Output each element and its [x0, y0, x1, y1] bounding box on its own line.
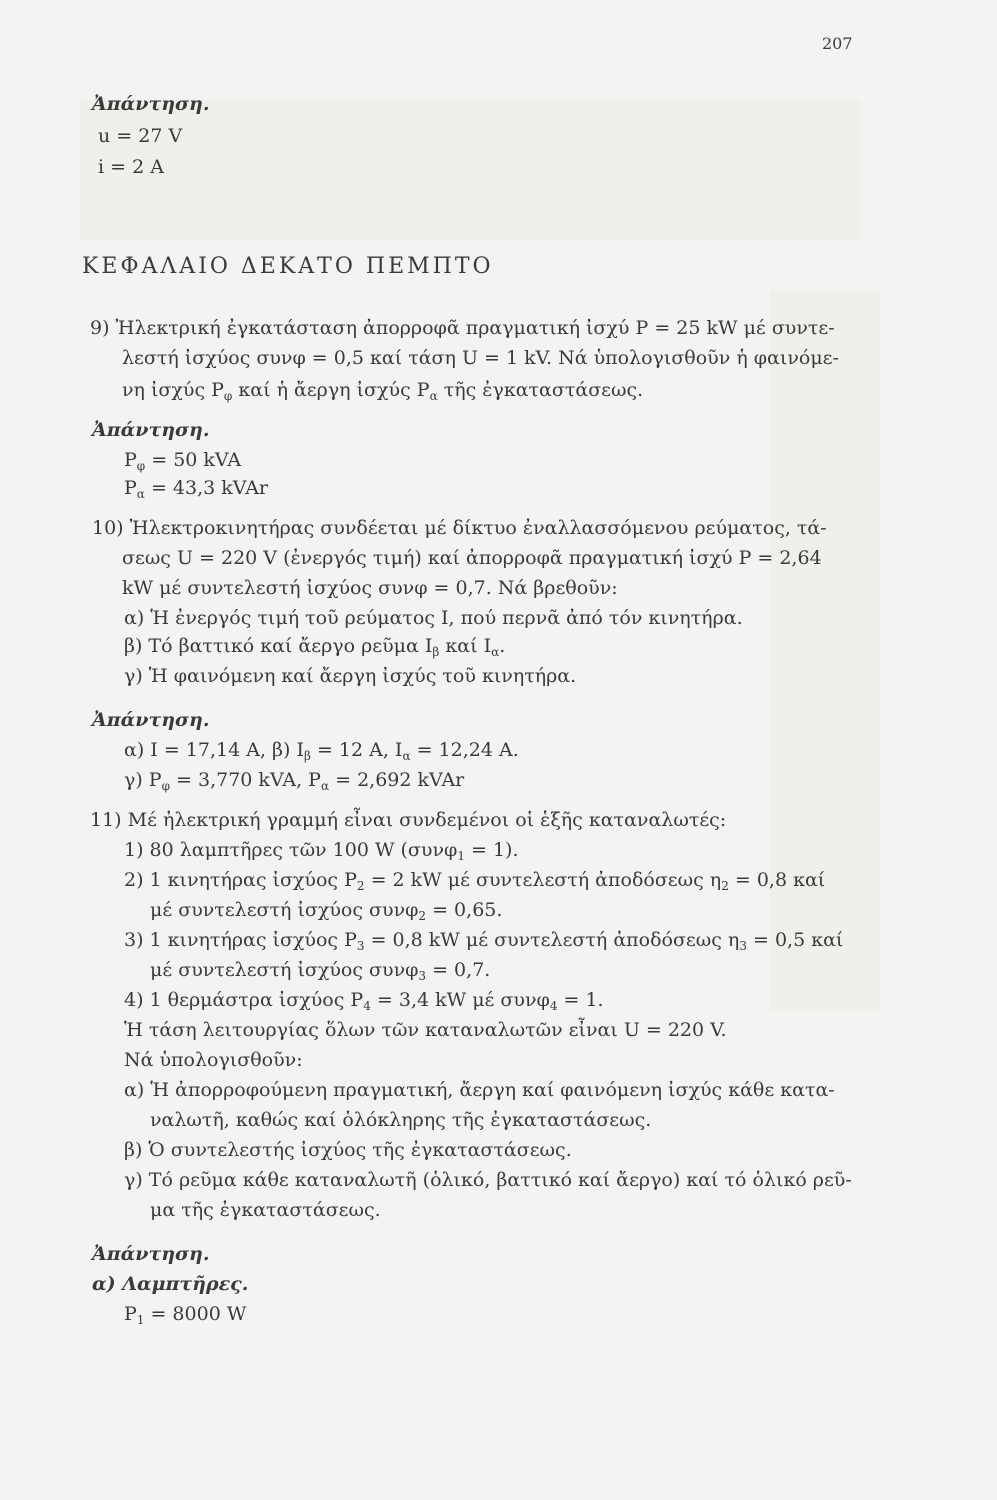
exercise-11-text: Ἡ τάση λειτουργίας ὅλων τῶν καταναλωτῶν εἶναι U = 220 V. — [124, 1019, 727, 1041]
list-item: 1) 80 λαμπτῆρες τῶν 100 W (συνφ$_1$ = 1). — [124, 839, 519, 863]
bleed-through-top-right — [80, 100, 860, 240]
exercise-10-text: 10) Ἠλεκτροκινητήρας συνδέεται μέ δίκτυο ἐναλλασσόμενου ρεύματος, τά- — [92, 517, 827, 539]
list-item: 3) 1 κινητήρας ἰσχύος $P_3 = 0,8$ kW μέ συντελεστή ἀποδόσεως $\eta_3 = 0,5$ καί — [124, 929, 844, 953]
answer-line: $P_\alpha = 43,3$ kVAr — [124, 477, 268, 501]
answer-heading: Ἀπάντηση. — [92, 93, 210, 115]
question-item: γ) Τό ρεῦμα κάθε καταναλωτῆ (ὁλικό, βαττικό καί ἄεργο) καί τό ὁλικό ρεῦ- — [124, 1169, 852, 1191]
page-number: 207 — [822, 34, 853, 53]
answer-line: u = 27 V — [98, 125, 183, 147]
chapter-title: ΚΕΦΑΛΑΙΟ ΔΕΚΑΤΟ ΠΕΜΠΤΟ — [82, 254, 494, 279]
answer-heading: Ἀπάντηση. — [92, 1243, 210, 1265]
question-item-continuation: μα τῆς ἐγκαταστάσεως. — [150, 1199, 381, 1221]
question-item: α) Ἡ ἐνεργός τιμή τοῦ ρεύματος I, πού περνᾶ ἀπό τόν κινητήρα. — [124, 607, 743, 629]
question-item: γ) Ἡ φαινόμενη καί ἄεργη ἰσχύς τοῦ κινητήρα. — [124, 665, 577, 687]
list-item-continuation: μέ συντελεστή ἰσχύος συνφ$_2$ = 0,65. — [150, 899, 503, 923]
list-item: 4) 1 θερμάστρα ἰσχύος $P_4 = 3,4$ kW μέ συνφ$_4$ = 1. — [124, 989, 604, 1013]
exercise-11-text: Νά ὑπολογισθοῦν: — [124, 1049, 303, 1071]
exercise-11-text: 11) Μέ ἠλεκτρική γραμμή εἶναι συνδεμένοι οἱ ἑξῆς καταναλωτές: — [90, 809, 727, 831]
question-item-continuation: ναλωτῆ, καθώς καί ὁλόκληρης τῆς ἐγκαταστάσεως. — [150, 1109, 652, 1131]
answer-line: $P_\varphi = 50$ kVA — [124, 449, 242, 473]
exercise-9-text: 9) Ἠλεκτρική ἐγκατάσταση ἀπορροφᾶ πραγματική ἰσχύ P = 25 kW μέ συντε- — [90, 317, 835, 339]
bleed-through-right — [770, 290, 880, 1010]
answer-line: γ) $P_\varphi = 3,770$ kVA, $P_\alpha = 2,692$ kVAr — [124, 769, 465, 793]
answer-line: $P_1 = 8000$ W — [124, 1303, 247, 1327]
list-item-continuation: μέ συντελεστή ἰσχύος συνφ$_3$ = 0,7. — [150, 959, 491, 983]
answer-subheading: α) Λαμπτῆρες. — [92, 1273, 249, 1295]
answer-heading: Ἀπάντηση. — [92, 419, 210, 441]
answer-line: α) I = 17,14 A, β) $I_\beta = 12$ A, $I_\alpha = 12,24$ A. — [124, 739, 519, 763]
question-item: β) Ὁ συντελεστής ἰσχύος τῆς ἐγκαταστάσεως. — [124, 1139, 572, 1161]
list-item: 2) 1 κινητήρας ἰσχύος $P_2 = 2$ kW μέ συντελεστή ἀποδόσεως $\eta_2 = 0,8$ καί — [124, 869, 826, 893]
question-item: β) Τό βαττικό καί ἄεργο ρεῦμα $I_\beta$ καί $I_\alpha$. — [124, 635, 506, 659]
exercise-10-text: σεως U = 220 V (ἐνεργός τιμή) καί ἀπορροφᾶ πραγματική ἰσχύ P = 2,64 — [122, 547, 822, 569]
answer-heading: Ἀπάντηση. — [92, 709, 210, 731]
question-item: α) Ἡ ἀπορροφούμενη πραγματική, ἄεργη καί φαινόμενη ἰσχύς κάθε κατα- — [124, 1079, 835, 1101]
exercise-10-text: kW μέ συντελεστή ἰσχύος συνφ = 0,7. Νά βρεθοῦν: — [122, 577, 618, 599]
answer-line: i = 2 A — [98, 156, 164, 178]
exercise-9-text: λεστή ἰσχύος συνφ = 0,5 καί τάση U = 1 kV. Νά ὑπολογισθοῦν ἡ φαινόμε- — [122, 347, 839, 369]
exercise-9-text: νη ἰσχύς $P_\varphi$ καί ἡ ἄεργη ἰσχύς $P_\alpha$ τῆς ἐγκαταστάσεως. — [122, 379, 644, 403]
